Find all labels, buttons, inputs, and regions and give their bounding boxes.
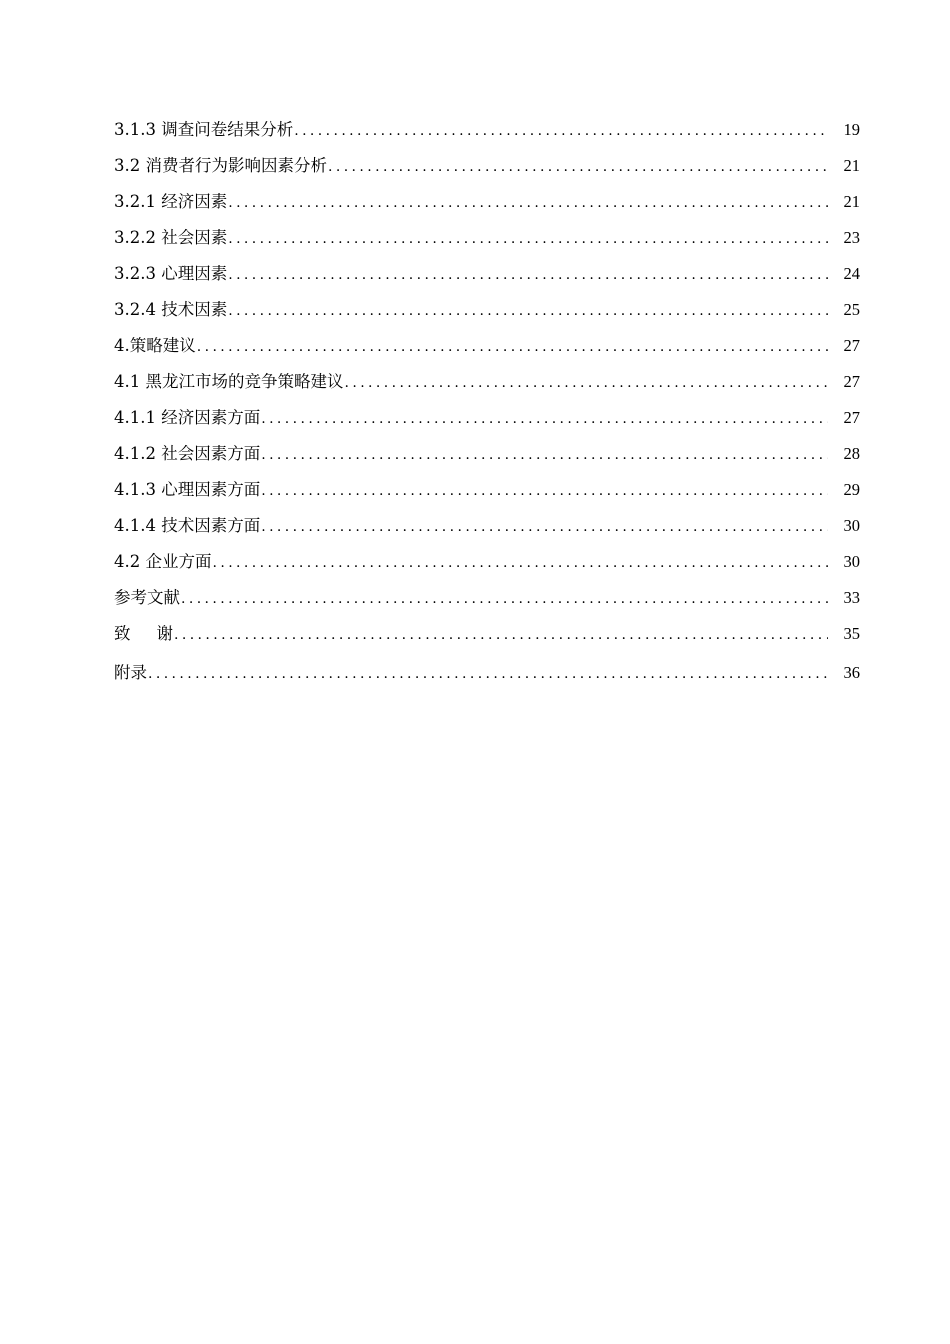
toc-entry-page: 21 [843,156,860,175]
toc-leader-dots [228,221,828,257]
toc-leader-dots [261,473,828,509]
toc-entry-label: 4.1.4 技术因素方面 [114,516,261,535]
toc-entry [114,292,860,328]
toc-entry [114,616,860,652]
toc-entry [114,328,860,364]
toc-entry-page: 19 [843,120,860,139]
toc-entry [114,400,860,436]
toc-entry-page: 30 [843,552,860,571]
toc-entry [114,508,860,544]
toc-entry-label: 附录 [114,663,147,682]
toc-entry-page: 33 [843,588,860,607]
toc-entry-page: 36 [843,663,860,682]
toc-entry-page: 23 [843,228,860,247]
toc-entry-label: 4.2 企业方面 [114,552,212,571]
toc-entry [114,364,860,400]
toc-entry-label: 3.1.3 调查问卷结果分析 [114,120,294,139]
toc-entry [114,220,860,256]
toc-entry-page: 27 [843,408,860,427]
table-of-contents [114,112,860,691]
toc-entry-label: 3.2.1 经济因素 [114,192,228,211]
toc-entry-label: 3.2.2 社会因素 [114,228,228,247]
toc-leader-dots [261,437,828,473]
toc-entry-label: 3.2.3 心理因素 [114,264,228,283]
toc-entry [114,184,860,220]
toc-leader-dots [328,149,828,185]
toc-entry-page: 28 [843,444,860,463]
toc-entry-page: 35 [843,624,860,643]
toc-entry [114,436,860,472]
toc-leader-dots [228,257,828,293]
toc-leader-dots [228,293,828,329]
toc-leader-dots [294,113,828,149]
toc-entry-page: 21 [843,192,860,211]
toc-entry [114,580,860,616]
toc-leader-dots [228,185,828,221]
toc-entry [114,112,860,148]
toc-entry [114,655,860,691]
toc-entry-label: 4.1 黑龙江市场的竞争策略建议 [114,372,344,391]
toc-entry-label: 4.1.1 经济因素方面 [114,408,261,427]
toc-entry-label: 4.策略建议 [114,336,196,355]
toc-leader-dots [181,581,828,617]
toc-entry-page: 25 [843,300,860,319]
toc-entry-label: 4.1.2 社会因素方面 [114,444,261,463]
toc-entry-page: 29 [843,480,860,499]
toc-entry-label [114,616,173,652]
toc-leader-dots [261,401,828,437]
toc-entry-label: 3.2 消费者行为影响因素分析 [114,156,327,175]
toc-entry-page: 27 [843,372,860,391]
toc-leader-dots [213,545,829,581]
toc-entry [114,472,860,508]
toc-leader-dots [148,656,828,692]
toc-entry [114,148,860,184]
toc-entry [114,544,860,580]
toc-entry-page: 24 [843,264,860,283]
toc-entry [114,256,860,292]
toc-entry-label-part: 致 [114,624,131,643]
toc-leader-dots [174,617,828,653]
toc-entry-page: 27 [843,336,860,355]
toc-entry-page: 30 [843,516,860,535]
toc-entry-label: 4.1.3 心理因素方面 [114,480,261,499]
toc-entry-label: 参考文献 [114,588,180,607]
toc-leader-dots [197,329,828,365]
toc-entry-label-part: 谢 [156,624,173,643]
toc-leader-dots [345,365,829,401]
toc-leader-dots [261,509,828,545]
toc-entry-label: 3.2.4 技术因素 [114,300,228,319]
